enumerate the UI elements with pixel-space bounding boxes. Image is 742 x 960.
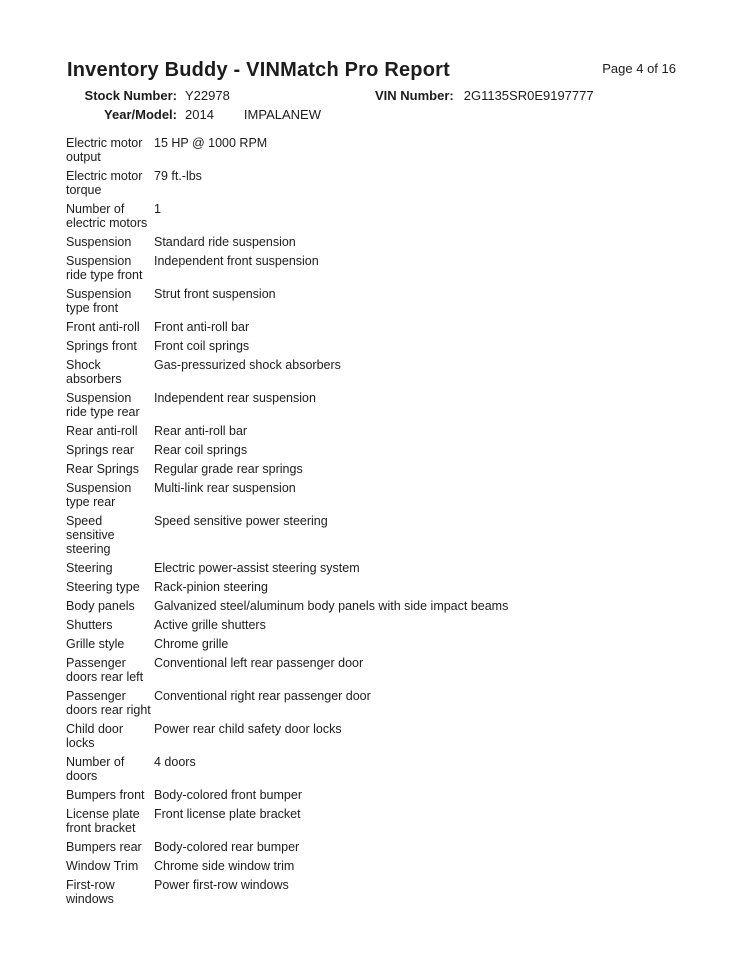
spec-label: Number of doors: [66, 755, 125, 783]
spec-value: Conventional right rear passenger door: [154, 689, 371, 703]
spec-row: [66, 339, 702, 353]
spec-row: [66, 637, 702, 651]
vin-number-label: VIN Number:: [375, 88, 454, 103]
spec-value: Front anti-roll bar: [154, 320, 250, 334]
spec-row: [66, 391, 702, 419]
spec-value: Chrome grille: [154, 637, 229, 651]
spec-row: [66, 878, 702, 906]
vin-number-value: 2G1135SR0E9197777: [463, 88, 594, 103]
spec-row: [66, 136, 702, 164]
spec-value: Front coil springs: [154, 339, 250, 353]
spec-value: Power rear child safety door locks: [154, 722, 342, 736]
spec-row: [66, 840, 702, 854]
spec-row: [66, 254, 702, 282]
spec-value: Speed sensitive power steering: [154, 514, 328, 528]
spec-value: Galvanized steel/aluminum body panels with side impact beams: [154, 599, 509, 613]
spec-row: [66, 443, 702, 457]
spec-table: [66, 136, 702, 906]
spec-label: Suspension type front: [66, 287, 132, 315]
spec-row: [66, 580, 702, 594]
spec-row: [66, 462, 702, 476]
spec-label: First-row windows: [66, 878, 115, 906]
spec-row: [66, 618, 702, 632]
spec-value: Electric power-assist steering system: [154, 561, 360, 575]
spec-value: 15 HP @ 1000 RPM: [154, 136, 268, 150]
stock-vin-row: [0, 86, 742, 105]
spec-label: Grille style: [66, 637, 125, 651]
stock-number-label: Stock Number:: [84, 88, 177, 103]
spec-row: [66, 656, 702, 684]
spec-value: Gas-pressurized shock absorbers: [154, 358, 341, 372]
spec-value: Standard ride suspension: [154, 235, 296, 249]
spec-value: Independent front suspension: [154, 254, 319, 268]
spec-value: Conventional left rear passenger door: [154, 656, 364, 670]
spec-label: Speed sensitive steering: [66, 514, 115, 556]
spec-row: [66, 788, 702, 802]
spec-label: Suspension ride type front: [66, 254, 143, 282]
spec-value: Rear anti-roll bar: [154, 424, 248, 438]
vehicle-info-section: [0, 86, 742, 124]
spec-value: Power first-row windows: [154, 878, 289, 892]
spec-row: [66, 235, 702, 249]
spec-label: Child door locks: [66, 722, 123, 750]
year-value: 2014: [185, 107, 214, 122]
spec-row: [66, 561, 702, 575]
spec-label: Passenger doors rear left: [66, 656, 144, 684]
year-model-label: Year/Model:: [104, 107, 177, 122]
spec-row: [66, 481, 702, 509]
spec-label: Steering: [66, 561, 113, 575]
year-model-row: [0, 105, 742, 124]
spec-row: [66, 202, 702, 230]
spec-label: Bumpers rear: [66, 840, 142, 854]
spec-value: 4 doors: [154, 755, 196, 769]
page-number-indicator: Page 4 of 16: [602, 61, 676, 76]
spec-row: [66, 599, 702, 613]
spec-row: [66, 514, 702, 556]
spec-row: [66, 287, 702, 315]
spec-row: [66, 169, 702, 197]
spec-value: Multi-link rear suspension: [154, 481, 296, 495]
spec-value: Rear coil springs: [154, 443, 248, 457]
spec-row: [66, 320, 702, 334]
spec-label: Front anti-roll: [66, 320, 140, 334]
spec-row: [66, 722, 702, 750]
spec-value: Regular grade rear springs: [154, 462, 303, 476]
spec-label: Shock absorbers: [66, 358, 122, 386]
spec-value: Rack-pinion steering: [154, 580, 268, 594]
spec-row: [66, 755, 702, 783]
spec-value: Strut front suspension: [154, 287, 276, 301]
spec-value: Front license plate bracket: [154, 807, 301, 821]
spec-label: Rear Springs: [66, 462, 139, 476]
spec-label: Number of electric motors: [66, 202, 148, 230]
spec-value: Body-colored rear bumper: [154, 840, 300, 854]
spec-value: Chrome side window trim: [154, 859, 295, 873]
spec-label: Electric motor output: [66, 136, 143, 164]
spec-label: Suspension type rear: [66, 481, 132, 509]
spec-value: Body-colored front bumper: [154, 788, 302, 802]
spec-label: Springs front: [66, 339, 137, 353]
spec-row: [66, 859, 702, 873]
report-header: [0, 58, 742, 82]
spec-label: Window Trim: [66, 859, 139, 873]
spec-row: [66, 424, 702, 438]
spec-value: 79 ft.-lbs: [154, 169, 202, 183]
spec-row: [66, 689, 702, 717]
spec-label: Body panels: [66, 599, 135, 613]
spec-label: License plate front bracket: [66, 807, 140, 835]
spec-value: 1: [154, 202, 161, 216]
spec-value: Active grille shutters: [154, 618, 266, 632]
spec-label: Rear anti-roll: [66, 424, 138, 438]
stock-number-value: Y22978: [185, 88, 230, 103]
spec-label: Bumpers front: [66, 788, 145, 802]
spec-row: [66, 807, 702, 835]
spec-label: Suspension: [66, 235, 132, 249]
spec-label: Steering type: [66, 580, 140, 594]
spec-label: Electric motor torque: [66, 169, 143, 197]
page-title: Inventory Buddy - VINMatch Pro Report: [67, 59, 450, 81]
spec-value: Independent rear suspension: [154, 391, 316, 405]
model-value: IMPALANEW: [243, 107, 321, 122]
spec-row: [66, 358, 702, 386]
spec-label: Suspension ride type rear: [66, 391, 140, 419]
spec-label: Passenger doors rear right: [66, 689, 151, 717]
spec-label: Springs rear: [66, 443, 135, 457]
spec-label: Shutters: [66, 618, 113, 632]
vin-pair: [375, 86, 594, 105]
